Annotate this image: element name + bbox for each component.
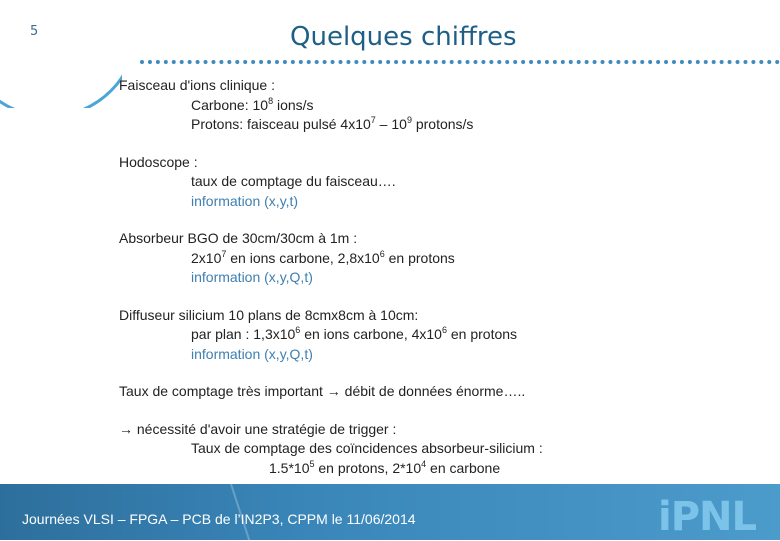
footer-text: Journées VLSI – FPGA – PCB de l’IN2P3, CPPM le 11/06/2014: [22, 511, 416, 527]
faisceau-heading: Faisceau d'ions clinique :: [119, 77, 275, 93]
footer-bar: [0, 484, 780, 540]
section-strategie: [119, 420, 759, 479]
section-diffuseur: [119, 306, 759, 365]
slide-content: [119, 76, 759, 496]
strategie-line1: Taux de comptage des coïncidences absorbeur-silicium :: [191, 440, 543, 456]
hodoscope-rate: taux de comptage du faisceau….: [191, 173, 396, 189]
absorbeur-heading: Absorbeur BGO de 30cm/30cm à 1m :: [119, 230, 358, 246]
slide-number: 5: [30, 24, 39, 39]
diffuseur-rate: par plan : $1,3x10^6$ en ions carbone, $4x10^6$ en protons: [191, 325, 518, 342]
hodoscope-heading: Hodoscope :: [119, 153, 198, 170]
title-underline: [140, 60, 780, 64]
absorbeur-info: information (x,y,Q,t): [191, 269, 313, 285]
strategie-heading: → nécessité d'avoir une stratégie de trigger :: [119, 420, 397, 437]
section-hodoscope: [119, 153, 759, 212]
strategie-values: $1.5*10^5$ en protons, $2*10^4$ en carbone: [269, 458, 501, 476]
section-taux: [119, 382, 759, 402]
absorbeur-rate: $2x10^7$ en ions carbone, $2,8x10^6$ en protons: [191, 248, 455, 266]
diffuseur-info: information (x,y,Q,t): [191, 345, 313, 362]
faisceau-carbone: Carbone: $10^8$ ions/s: [191, 95, 314, 113]
diffuseur-heading: Diffuseur silicium 10 plans de 8cmx8cm à 10cm:: [119, 306, 419, 323]
section-absorbeur: [119, 229, 759, 288]
corner-decoration: [0, 0, 122, 108]
ipnl-logo: iPNL: [658, 494, 756, 540]
hodoscope-info: information (x,y,t): [191, 192, 299, 209]
slide-title: Quelques chiffres: [290, 22, 517, 52]
taux-line: Taux de comptage très important → débit de données énorme…..: [119, 383, 526, 399]
corner-circle: [0, 0, 122, 108]
faisceau-protons: Protons: faisceau pulsé $4x10^7 - 10^9$ protons/s: [191, 115, 474, 132]
section-faisceau: [119, 76, 759, 135]
